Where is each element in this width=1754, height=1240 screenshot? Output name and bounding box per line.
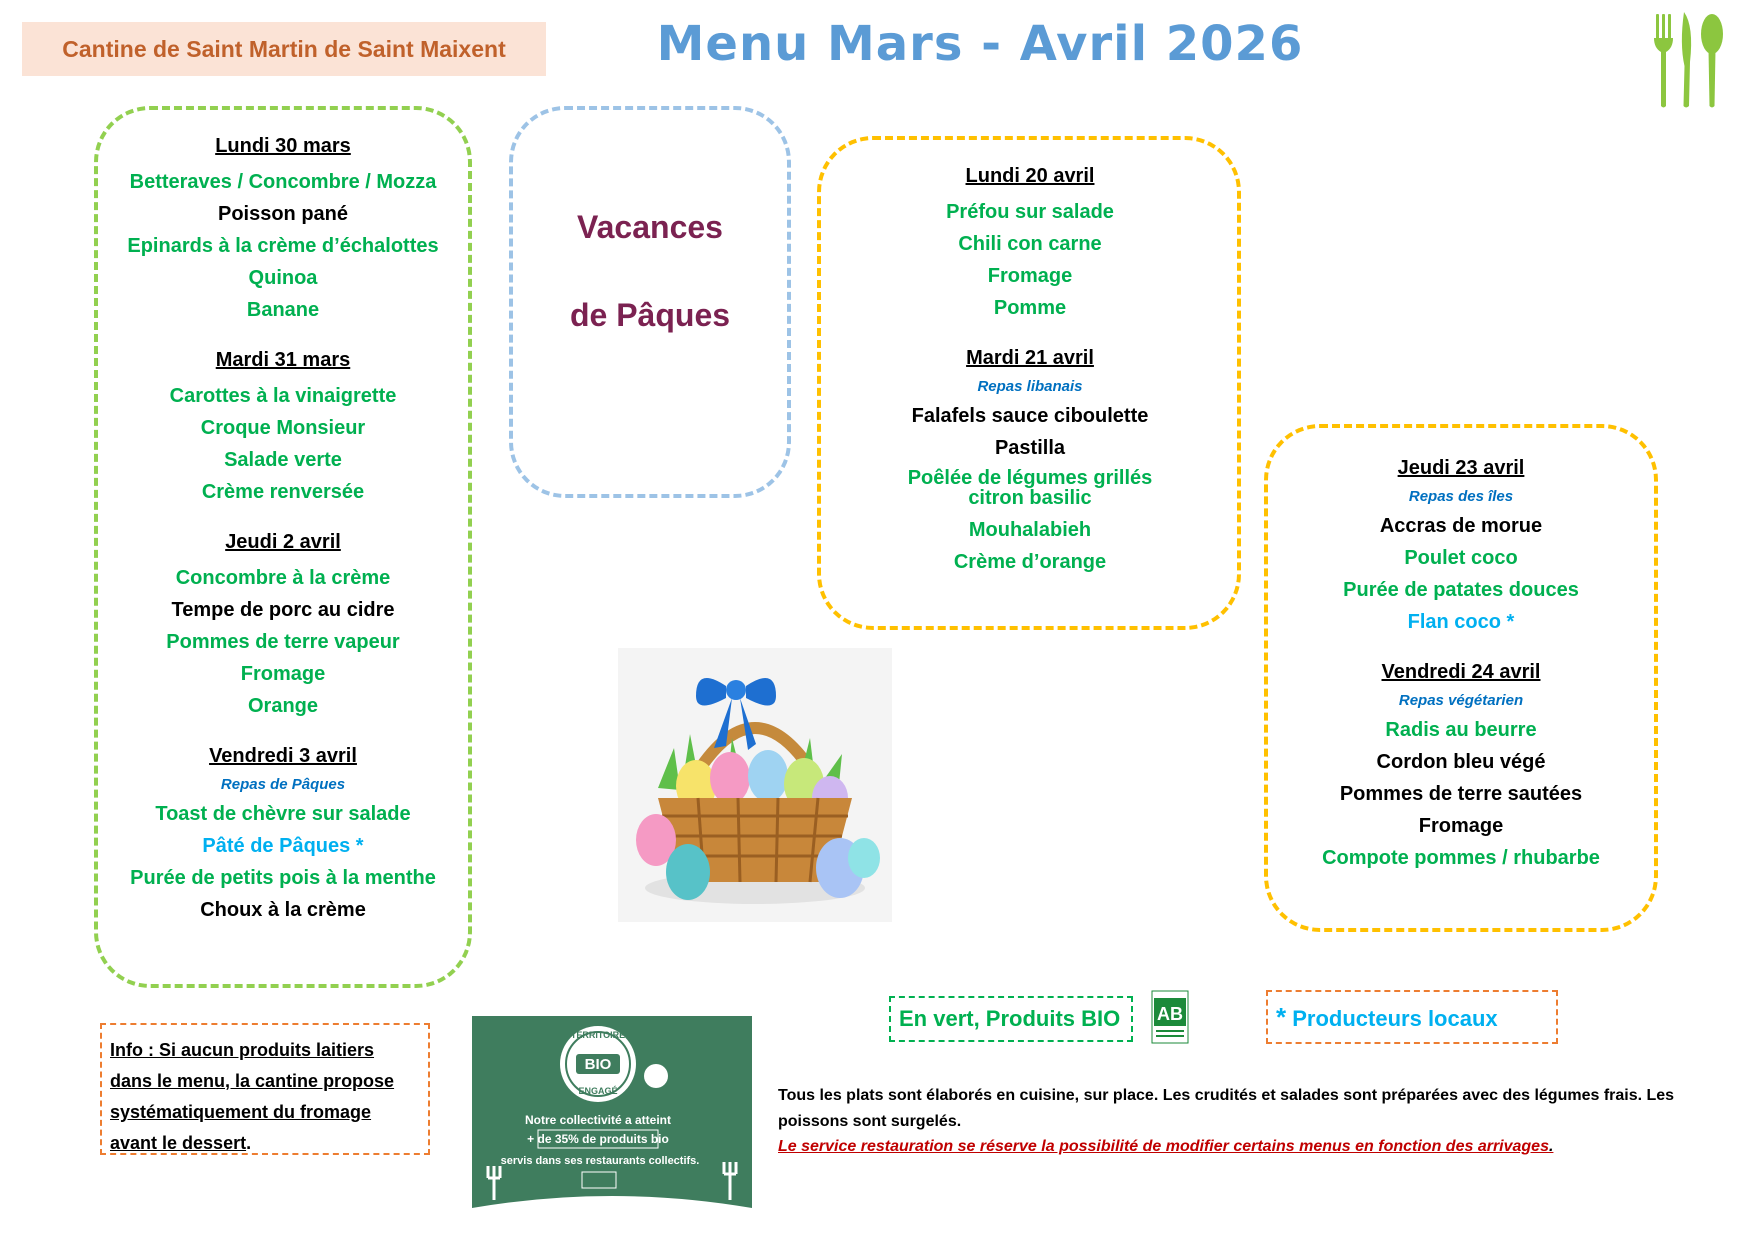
week1-menu	[100, 130, 466, 926]
info-line4-end: .	[246, 1133, 252, 1153]
menu-item: Carottes à la vinaigrette	[169, 385, 397, 407]
week3b-menu	[1272, 452, 1650, 874]
info-line2: dans le menu, la cantine propose	[110, 1071, 395, 1091]
day-gap	[100, 722, 466, 740]
menu-item: Compote pommes / rhubarbe	[1322, 847, 1600, 869]
menu-item: Pastilla	[994, 437, 1066, 459]
ab-logo-text: AB	[1157, 1004, 1183, 1024]
repas-theme: Repas des îles	[1408, 488, 1514, 505]
menu-item: Mouhalabieh	[968, 519, 1092, 541]
kitchen-note: Tous les plats sont élaborés en cuisine, sur place. Les crudités et salades sont préparées avec des légumes frais. Les poissons sont surgelés.	[778, 1087, 1675, 1130]
menu-item: Flan coco *	[1407, 611, 1515, 633]
cutlery-icon	[1648, 10, 1730, 110]
day-gap	[100, 326, 466, 344]
bio-panel-line3: servis dans ses restaurants collectifs.	[500, 1155, 700, 1167]
menu-item: Accras de morue	[1379, 515, 1543, 537]
menu-item: Poulet coco	[1404, 547, 1518, 569]
menu-item: Orange	[247, 695, 319, 717]
menu-item: Banane	[246, 299, 320, 321]
legend-bio: En vert, Produits BIO	[889, 996, 1133, 1042]
badge-bottom: ENGAGÉ	[578, 1086, 618, 1096]
bio-panel-line1: Notre collectivité a atteint	[524, 1113, 672, 1127]
day-date: Jeudi 2 avril	[225, 531, 341, 553]
menu-item: Fromage	[1418, 815, 1504, 837]
menu-item: Préfou sur salade	[946, 201, 1114, 223]
menu-item: Quinoa	[248, 267, 318, 289]
repas-theme: Repas libanais	[977, 378, 1083, 395]
disclaimer-text: Le service restauration se réserve la possibilité de modifier certains menus en fonction des arrivages	[778, 1138, 1549, 1155]
day-date: Lundi 20 avril	[965, 165, 1095, 187]
menu-item: Chili con carne	[958, 233, 1102, 255]
bio-panel-line2: + de 35% de produits bio	[527, 1132, 669, 1146]
menu-item: Fromage	[240, 663, 326, 685]
ab-organic-logo	[1151, 990, 1189, 1044]
vacances-line1: Vacances	[577, 209, 723, 245]
badge-top: TERRITOIRE	[570, 1030, 626, 1040]
menu-item: Falafels sauce ciboulette	[911, 405, 1149, 427]
repas-theme: Repas de Pâques	[220, 776, 346, 793]
menu-item: Pommes de terre sautées	[1339, 783, 1583, 805]
day-gap	[1272, 638, 1650, 656]
menu-item: Fromage	[987, 265, 1073, 287]
menu-item: Crème d’orange	[953, 551, 1107, 573]
info-line3: systématiquement du fromage	[110, 1102, 372, 1122]
menu-item: Salade verte	[224, 449, 342, 471]
menu-item: Cordon bleu végé	[1376, 751, 1546, 773]
menu-item: Concombre à la crème	[175, 567, 391, 589]
territoire-bio-engage-badge	[472, 1016, 752, 1212]
week3a-menu	[860, 160, 1200, 578]
repas-theme: Repas végétarien	[1398, 692, 1524, 709]
menu-item: Epinards à la crème d’échalottes	[127, 235, 439, 257]
menu-item: Poêlée de légumes grillés citron basilic	[907, 467, 1153, 509]
disclaimer-note	[778, 1138, 1678, 1156]
day-date: Vendredi 24 avril	[1381, 661, 1541, 683]
vacances-line2: de Pâques	[569, 297, 731, 333]
menu-item: Pomme	[993, 297, 1067, 319]
legend-local-text: Producteurs locaux	[1292, 1006, 1498, 1031]
day-date: Mardi 31 mars	[215, 349, 351, 371]
badge-mid: BIO	[584, 1056, 612, 1073]
menu-item: Poisson pané	[217, 203, 349, 225]
menu-item: Tempe de porc au cidre	[171, 599, 395, 621]
info-line4: avant le dessert	[110, 1133, 247, 1153]
menu-item: Crème renversée	[201, 481, 365, 503]
day-date: Lundi 30 mars	[215, 135, 351, 157]
day-gap	[100, 508, 466, 526]
disclaimer-end: .	[1548, 1138, 1554, 1155]
day-date: Jeudi 23 avril	[1397, 457, 1525, 479]
info-line1: Info : Si aucun produits laitiers	[110, 1040, 375, 1060]
menu-item: Croque Monsieur	[200, 417, 366, 439]
menu-item: Choux à la crème	[200, 899, 366, 921]
easter-basket-illustration	[618, 648, 892, 922]
day-date: Vendredi 3 avril	[209, 745, 357, 767]
cantine-name: Cantine de Saint Martin de Saint Maixent	[22, 22, 546, 76]
menu-item: Toast de chèvre sur salade	[155, 803, 411, 825]
menu-item: Betteraves / Concombre / Mozza	[129, 171, 437, 193]
menu-item: Pommes de terre vapeur	[166, 631, 400, 653]
day-date: Mardi 21 avril	[966, 347, 1094, 369]
vacances-label	[505, 195, 795, 371]
legend-local	[1266, 990, 1558, 1044]
local-star: *	[1276, 1002, 1287, 1032]
menu-item: Purée de petits pois à la menthe	[130, 867, 436, 889]
menu-item: Purée de patates douces	[1343, 579, 1579, 601]
page-title: Menu Mars - Avril 2026	[656, 16, 1304, 72]
info-box	[100, 1023, 430, 1155]
day-gap	[860, 324, 1200, 342]
menu-item: Radis au beurre	[1385, 719, 1537, 741]
menu-item: Pâté de Pâques *	[202, 835, 364, 857]
